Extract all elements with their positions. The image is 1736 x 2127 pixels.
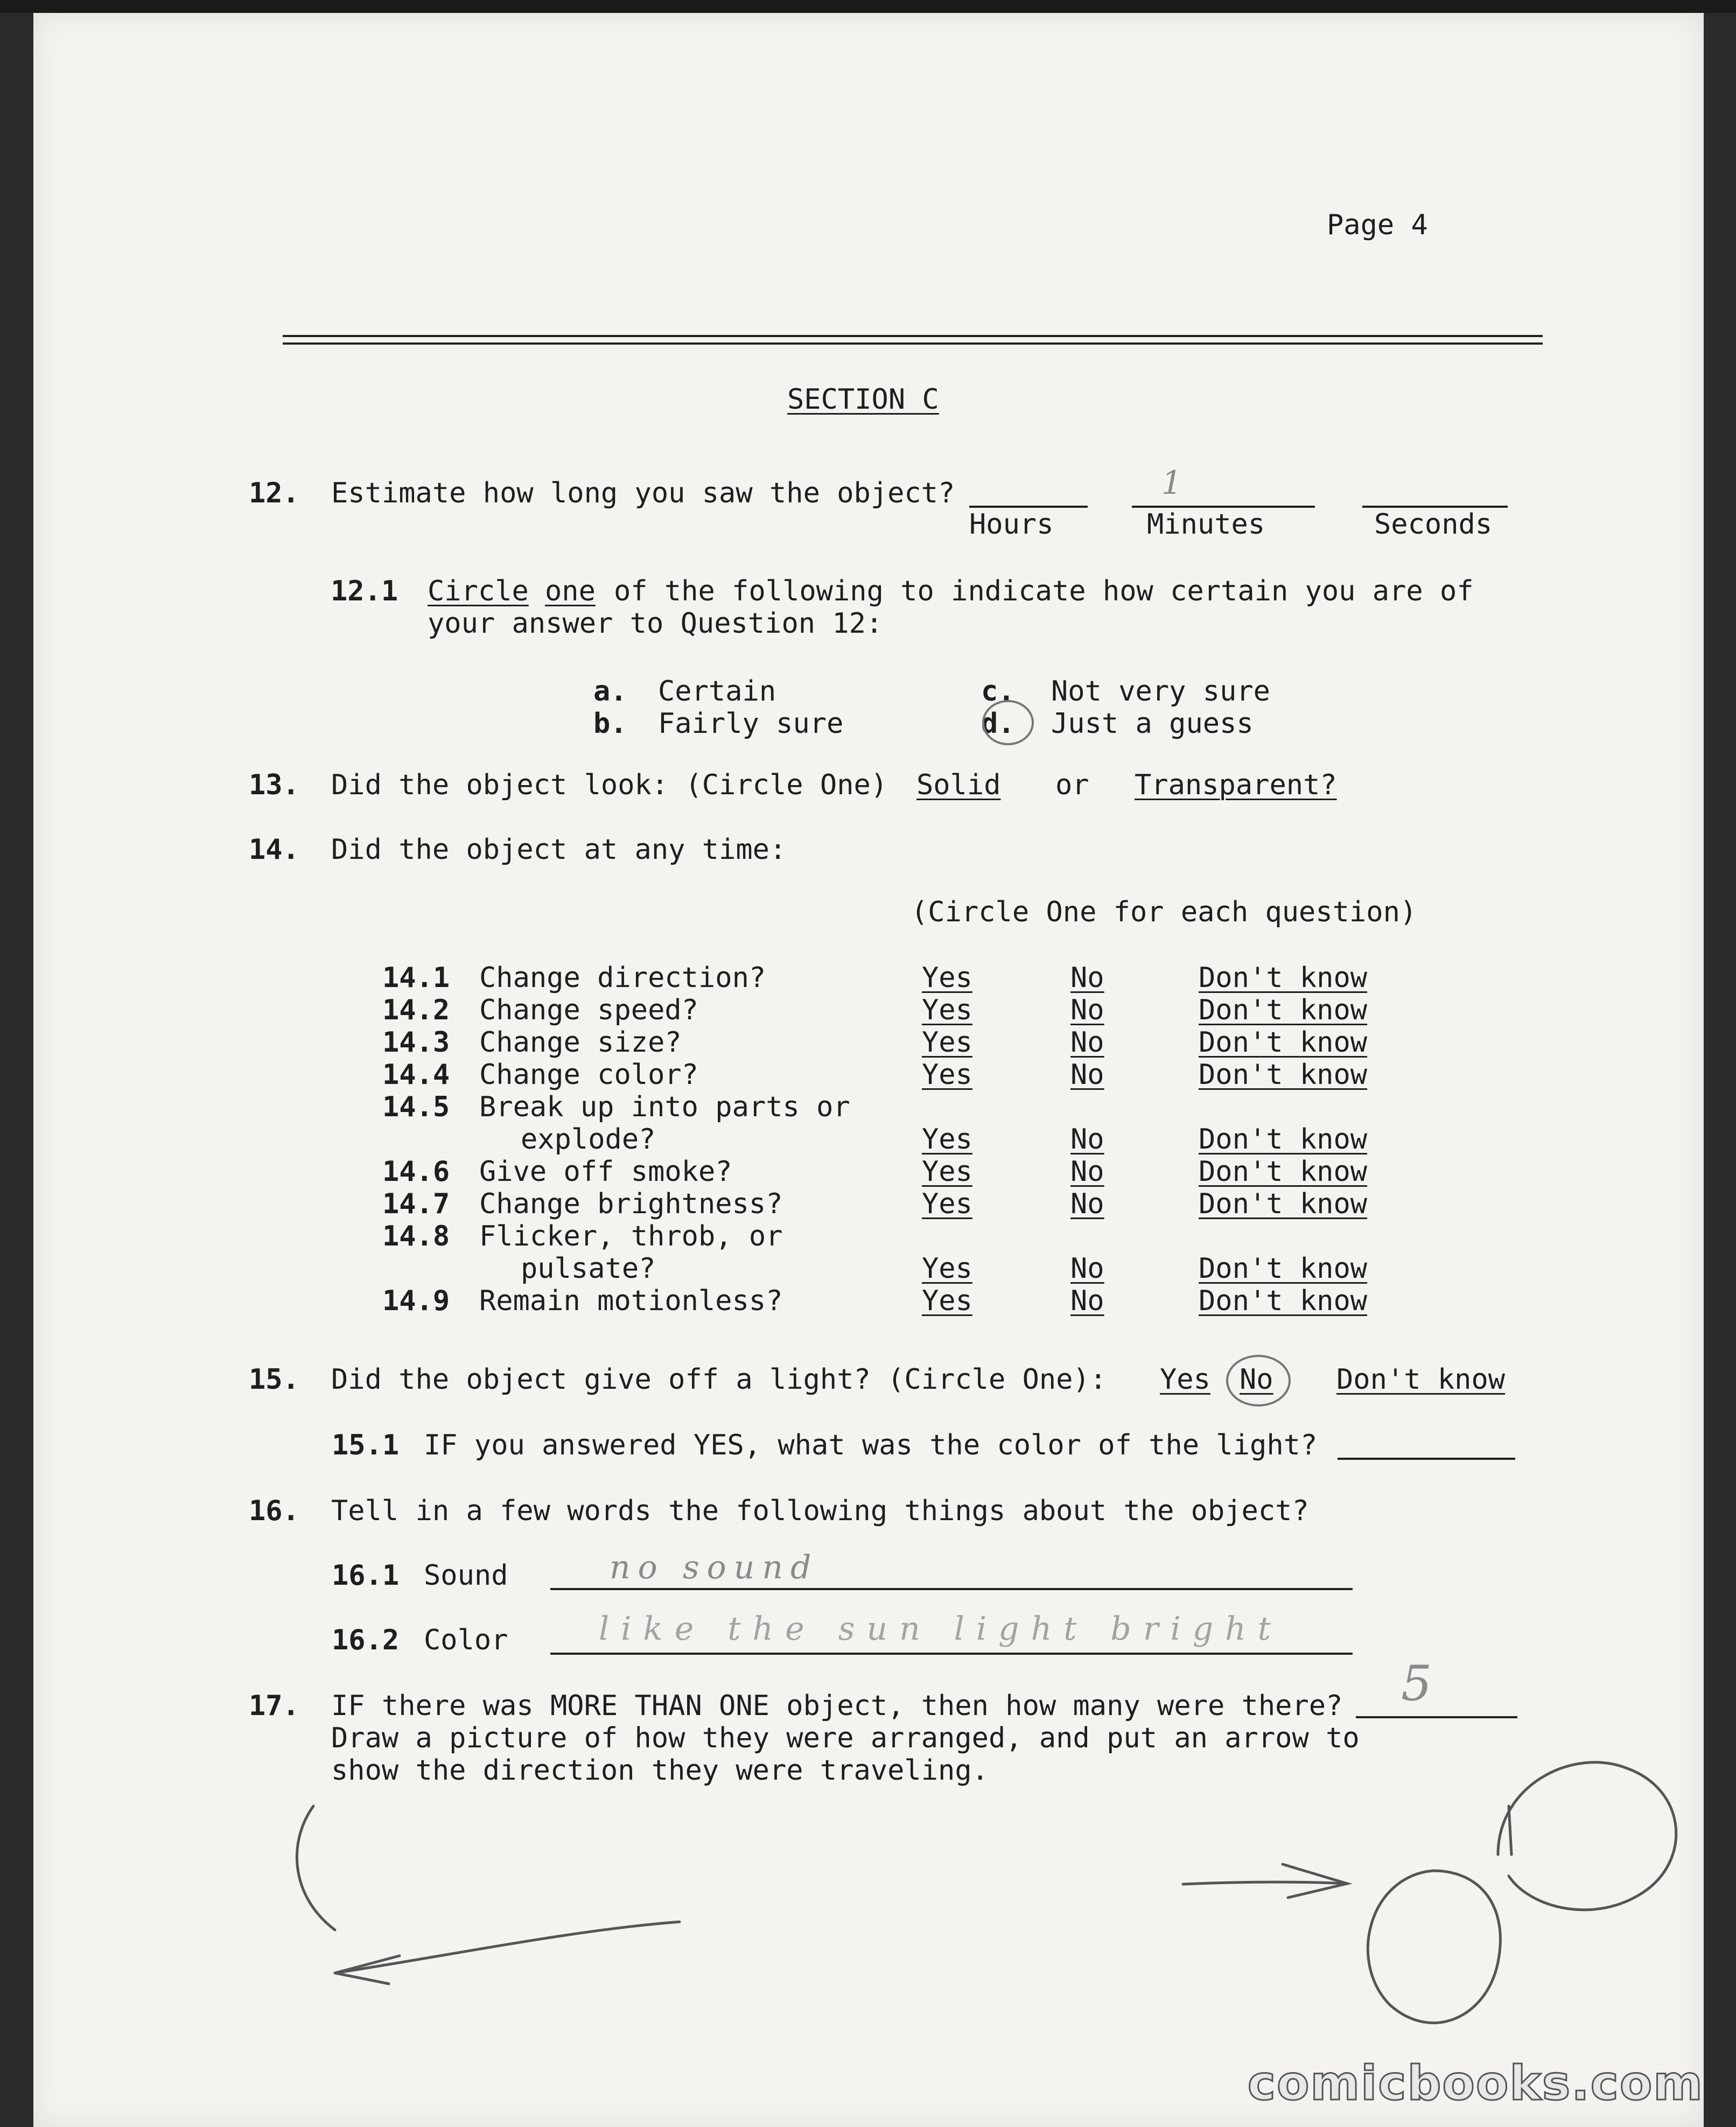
q14-dont-know-option[interactable]: Don't know [1199,1285,1368,1317]
q14-item-text: Change direction? [479,962,766,994]
q12-text: Estimate how long you saw the object? [331,477,955,509]
q14-item-text: Change speed? [479,994,698,1026]
q14-yes-option[interactable]: Yes [922,1123,972,1156]
option-d-text[interactable]: Just a guess [1051,708,1254,740]
q13-number: 13. [249,769,299,801]
q16-number: 16. [249,1495,299,1527]
drawn-circle-small [1368,1871,1500,2023]
q12-1-number: 12.1 [331,575,398,607]
q12-1-text-line2: your answer to Question 12: [428,607,883,640]
q14-yes-option[interactable]: Yes [922,994,972,1026]
q14-dont-know-option[interactable]: Don't know [1199,1188,1368,1220]
handwritten-drawing [33,13,1704,2127]
q14-yes-option[interactable]: Yes [922,1253,972,1285]
circled-answer-15-no [1227,1356,1290,1405]
q14-no-option[interactable]: No [1070,994,1104,1026]
q14-yes-option[interactable]: Yes [922,1285,972,1317]
q12-number: 12. [249,477,299,509]
q14-item-text: Change brightness? [479,1188,783,1220]
q14-item-text-cont: pulsate? [521,1253,656,1285]
q15-dont-know[interactable]: Don't know [1336,1363,1506,1396]
color-answer: like the sun light bright [599,1610,1283,1648]
q14-no-option[interactable]: No [1070,962,1104,994]
q15-text: Did the object give off a light? (Circle One): [331,1363,1107,1396]
q17-line1: IF there was MORE THAN ONE object, then how many were there? [331,1690,1343,1722]
q14-text: Did the object at any time: [331,834,787,866]
q14-item-number: 14.3 [382,1026,450,1059]
q17-number: 17. [249,1690,299,1722]
q14-item-text: Break up into parts or [479,1091,850,1123]
sound-answer: no sound [610,1549,819,1586]
q14-yes-option[interactable]: Yes [922,1026,972,1059]
q14-instruction: (Circle One for each question) [911,896,1417,928]
q12-1-one: one [545,575,596,607]
q14-dont-know-option[interactable]: Don't know [1199,1026,1368,1059]
section-title: SECTION C [787,383,939,416]
option-a-key: a. [593,675,627,708]
q16-1-number: 16.1 [332,1559,400,1592]
q15-yes[interactable]: Yes [1160,1363,1210,1396]
q17-line3: show the direction they were traveling. [331,1754,989,1787]
option-d-key: d. [981,708,1015,740]
circled-answer-12-1-d [983,701,1033,744]
option-c-text[interactable]: Not very sure [1051,675,1270,708]
pen-tick [1509,1806,1511,1855]
q14-no-option[interactable]: No [1070,1123,1104,1156]
form-page [33,13,1704,2127]
q14-item-number: 14.2 [382,994,450,1026]
q16-text: Tell in a few words the following things about the object? [331,1495,1309,1527]
q13-or: or [1055,769,1089,801]
q16-1-label: Sound [424,1559,508,1592]
arrow-left-shaft [335,1922,680,1973]
q14-no-option[interactable]: No [1070,1026,1104,1059]
object-count-answer: 5 [1401,1655,1432,1712]
q14-no-option[interactable]: No [1070,1188,1104,1220]
q14-item-text: Change color? [479,1059,698,1091]
option-c-key: c. [981,675,1015,708]
watermark-logo: comicbooks.com [1247,2055,1704,2111]
arrow-left-head [335,1956,400,1984]
q14-no-option[interactable]: No [1070,1285,1104,1317]
page-label: Page 4 [1327,209,1428,241]
q15-1-text: IF you answered YES, what was the color of the light? [424,1429,1318,1461]
q14-yes-option[interactable]: Yes [922,1059,972,1091]
q14-yes-option[interactable]: Yes [922,962,972,994]
q14-no-option[interactable]: No [1070,1059,1104,1091]
q14-yes-option[interactable]: Yes [922,1188,972,1220]
q13-transparent[interactable]: Transparent? [1135,769,1337,801]
q14-dont-know-option[interactable]: Don't know [1199,1123,1368,1156]
q15-1-number: 15.1 [332,1429,400,1461]
q14-item-number: 14.4 [382,1059,450,1091]
q14-number: 14. [249,834,299,866]
q16-2-number: 16.2 [332,1624,400,1656]
q14-item-text: Give off smoke? [479,1156,732,1188]
option-b-key: b. [593,708,627,740]
q15-no[interactable]: No [1240,1363,1273,1396]
q14-item-text: Remain motionless? [479,1285,783,1317]
drawn-circle-large [1498,1762,1676,1910]
q14-item-number: 14.5 [382,1091,450,1123]
q14-item-text: Change size? [479,1026,682,1059]
q14-dont-know-option[interactable]: Don't know [1199,962,1368,994]
q14-no-option[interactable]: No [1070,1253,1104,1285]
minutes-label: Minutes [1147,508,1265,541]
arrow-right-shaft [1183,1882,1347,1884]
q14-dont-know-option[interactable]: Don't know [1199,1156,1368,1188]
q14-item-number: 14.7 [382,1188,450,1220]
q12-1-text: of the following to indicate how certain you are of [614,575,1474,607]
q16-2-label: Color [424,1624,508,1656]
q14-dont-know-option[interactable]: Don't know [1199,1059,1368,1091]
q13-solid[interactable]: Solid [916,769,1001,801]
q14-dont-know-option[interactable]: Don't know [1199,1253,1368,1285]
q14-yes-option[interactable]: Yes [922,1156,972,1188]
option-b-text[interactable]: Fairly sure [658,708,844,740]
q14-item-number: 14.8 [382,1220,450,1253]
q14-item-number: 14.9 [382,1285,450,1317]
q14-item-text: Flicker, throb, or [479,1220,783,1253]
seconds-label: Seconds [1374,508,1493,541]
q13-text: Did the object look: (Circle One) [331,769,888,801]
option-a-text[interactable]: Certain [658,675,776,708]
q14-item-number: 14.6 [382,1156,450,1188]
q17-line2: Draw a picture of how they were arranged, and put an arrow to [331,1722,1360,1754]
q12-1-circle: Circle [428,575,529,607]
q14-item-number: 14.1 [382,962,450,994]
q14-item-text-cont: explode? [521,1123,656,1156]
hours-label: Hours [969,508,1054,541]
q14-dont-know-option[interactable]: Don't know [1199,994,1368,1026]
pen-stroke-left [297,1806,335,1930]
q14-no-option[interactable]: No [1070,1156,1104,1188]
minutes-answer: 1 [1161,464,1182,502]
scan-top-edge [0,0,1736,13]
q15-number: 15. [249,1363,299,1396]
